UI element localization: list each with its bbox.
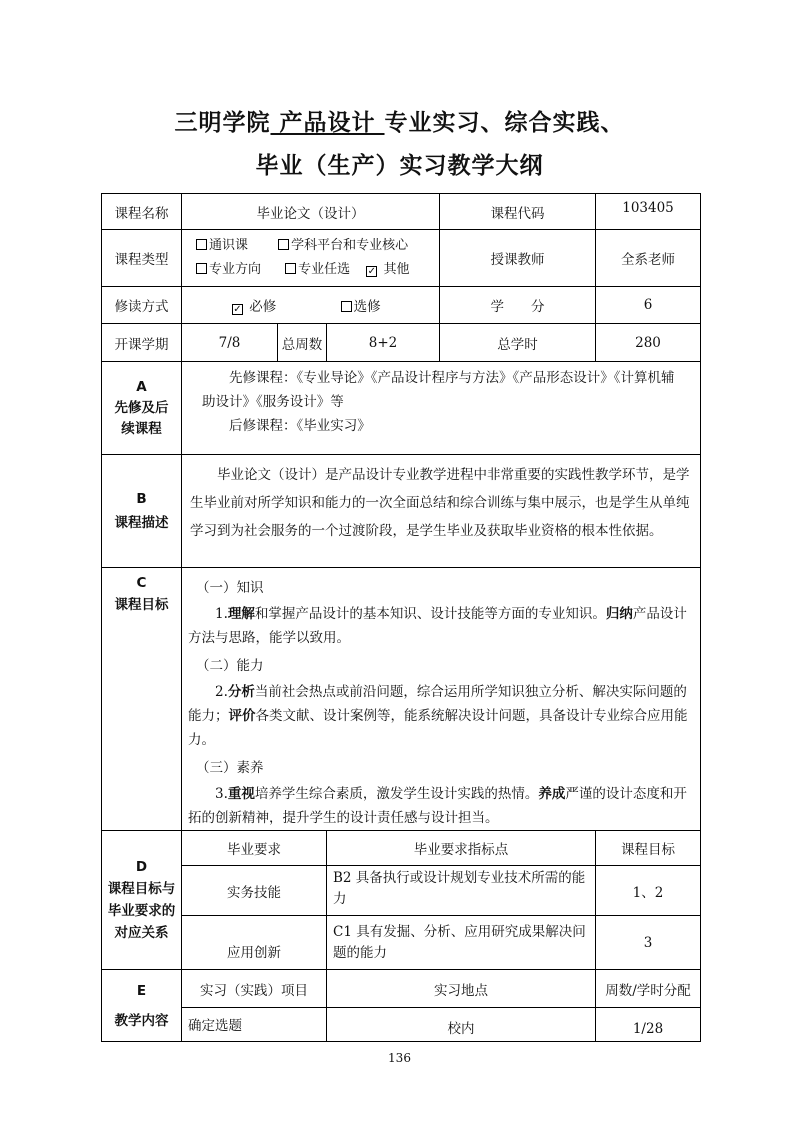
- table-cell: 确定选题: [182, 1008, 327, 1042]
- checkbox-icon: [285, 263, 296, 274]
- table-header: 毕业要求: [182, 831, 327, 866]
- option-other: ✓ 其他: [367, 262, 410, 277]
- table-header: 毕业要求指标点: [327, 831, 596, 866]
- option-required: ✓ 必修: [233, 299, 277, 315]
- teacher: 全系老师: [596, 230, 701, 287]
- checkbox-checked-icon: ✓: [367, 266, 376, 277]
- page-title-line1: [0, 104, 799, 137]
- title-school: 三明学院: [174, 110, 271, 136]
- table-cell: 校内: [327, 1008, 596, 1042]
- table-cell: 3: [596, 916, 701, 970]
- row-course-name: [102, 194, 701, 230]
- row-section-b: [102, 455, 701, 568]
- course-code-label: 课程代码: [440, 194, 596, 230]
- goal-heading-quality: （三）素养: [196, 760, 264, 776]
- table-header: 实习地点: [327, 970, 596, 1008]
- study-mode-label: 修读方式: [102, 287, 182, 324]
- option-elective-mode: 选修: [341, 299, 381, 315]
- goal-heading-knowledge: （一）知识: [196, 580, 264, 596]
- goal-knowledge: 1.理解和掌握产品设计的基本知识、设计技能等方面的专业知识。归纳产品设计方法与思路，能学以致用。: [188, 606, 687, 646]
- table-row: [102, 866, 701, 916]
- weeks-label: 总周数: [278, 324, 327, 362]
- row-section-c: [102, 568, 701, 831]
- checkbox-icon: [341, 301, 352, 312]
- table-cell: 应用创新: [182, 916, 327, 970]
- course-description: 毕业论文（设计）是产品设计专业教学进程中非常重要的实践性教学环节，是学生毕业前对所学知识和能力的一次全面总结和综合训练与集中展示，也是学生从单纯学习到为社会服务的一个过渡阶段，是学生毕业及获取毕业资格的根本性依据。: [190, 467, 690, 539]
- option-general: 通识课: [196, 238, 248, 253]
- prerequisite-courses: 先修课程：《专业导论》《产品设计程序与方法》《产品形态设计》《计算机辅 助设计》《服务设计》等: [202, 370, 675, 410]
- table-header: 实习（实践）项目: [182, 970, 327, 1008]
- row-section-d-header: [102, 831, 701, 866]
- checkbox-icon: [278, 239, 289, 250]
- semester-label: 开课学期: [102, 324, 182, 362]
- weeks: 8+2: [327, 324, 440, 362]
- credit: 6: [596, 287, 701, 324]
- study-mode-options: [182, 287, 440, 324]
- section-a-content: [182, 362, 701, 455]
- credit-label: 学 分: [440, 287, 596, 324]
- option-elective: 专业任选: [285, 262, 350, 277]
- option-direction: 专业方向: [196, 262, 261, 277]
- hours: 280: [596, 324, 701, 362]
- teacher-label: 授课教师: [440, 230, 596, 287]
- course-name-label: 课程名称: [102, 194, 182, 230]
- hours-label: 总学时: [440, 324, 596, 362]
- table-header: 课程目标: [596, 831, 701, 866]
- option-core: 学科平台和专业核心: [278, 238, 408, 253]
- checkbox-icon: [196, 239, 207, 250]
- goal-quality: 3.重视培养学生综合素质，激发学生设计实践的热情。养成严谨的设计态度和开拓的创新精神，提升学生的设计责任感与设计担当。: [188, 786, 687, 826]
- table-row: [102, 916, 701, 970]
- table-row: [102, 1008, 701, 1042]
- course-code: 103405: [596, 194, 701, 230]
- course-type-options: [182, 230, 440, 287]
- section-e-label: E 教学内容: [102, 970, 182, 1042]
- semester: 7/8: [182, 324, 278, 362]
- table-cell: 实务技能: [182, 866, 327, 916]
- page-title-line2: 毕业（生产）实习教学大纲: [255, 153, 544, 179]
- section-b-content: [182, 455, 701, 568]
- goal-ability: 2.分析当前社会热点或前沿问题，综合运用所学知识独立分析、解决实际问题的能力；评价各类文献、设计案例等，能系统解决设计问题，具备设计专业综合应用能力。: [188, 684, 688, 748]
- table-cell: 1、2: [596, 866, 701, 916]
- row-section-e-header: [102, 970, 701, 1008]
- row-section-a: [102, 362, 701, 455]
- section-c-content: [182, 568, 701, 831]
- row-study-mode: [102, 287, 701, 324]
- section-a-label: A 先修及后 续课程: [102, 362, 182, 455]
- section-b-label: B 课程描述: [102, 455, 182, 568]
- table-header: 周数/学时分配: [596, 970, 701, 1008]
- row-semester: [102, 324, 701, 362]
- table-cell: B2 具备执行或设计规划专业技术所需的能力: [327, 866, 596, 916]
- section-c-label: C 课程目标: [102, 568, 182, 831]
- row-course-type: [102, 230, 701, 287]
- subsequent-courses: 后修课程：《毕业实习》: [229, 418, 371, 434]
- table-cell: C1 具有发掘、分析、应用研究成果解决问题的能力: [327, 916, 596, 970]
- title-type: 专业实习、综合实践、: [384, 110, 625, 136]
- course-name: 毕业论文（设计）: [182, 194, 440, 230]
- table-cell: 1/28: [596, 1008, 701, 1042]
- page-number: 136: [388, 1051, 411, 1065]
- goal-heading-ability: （二）能力: [196, 658, 264, 674]
- syllabus-table: [101, 193, 701, 1042]
- checkbox-icon: [196, 263, 207, 274]
- section-d-label: D 课程目标与 毕业要求的 对应关系: [102, 831, 182, 970]
- course-type-label: 课程类型: [102, 230, 182, 287]
- checkbox-checked-icon: ✓: [233, 304, 242, 315]
- title-major: 产品设计: [279, 110, 376, 136]
